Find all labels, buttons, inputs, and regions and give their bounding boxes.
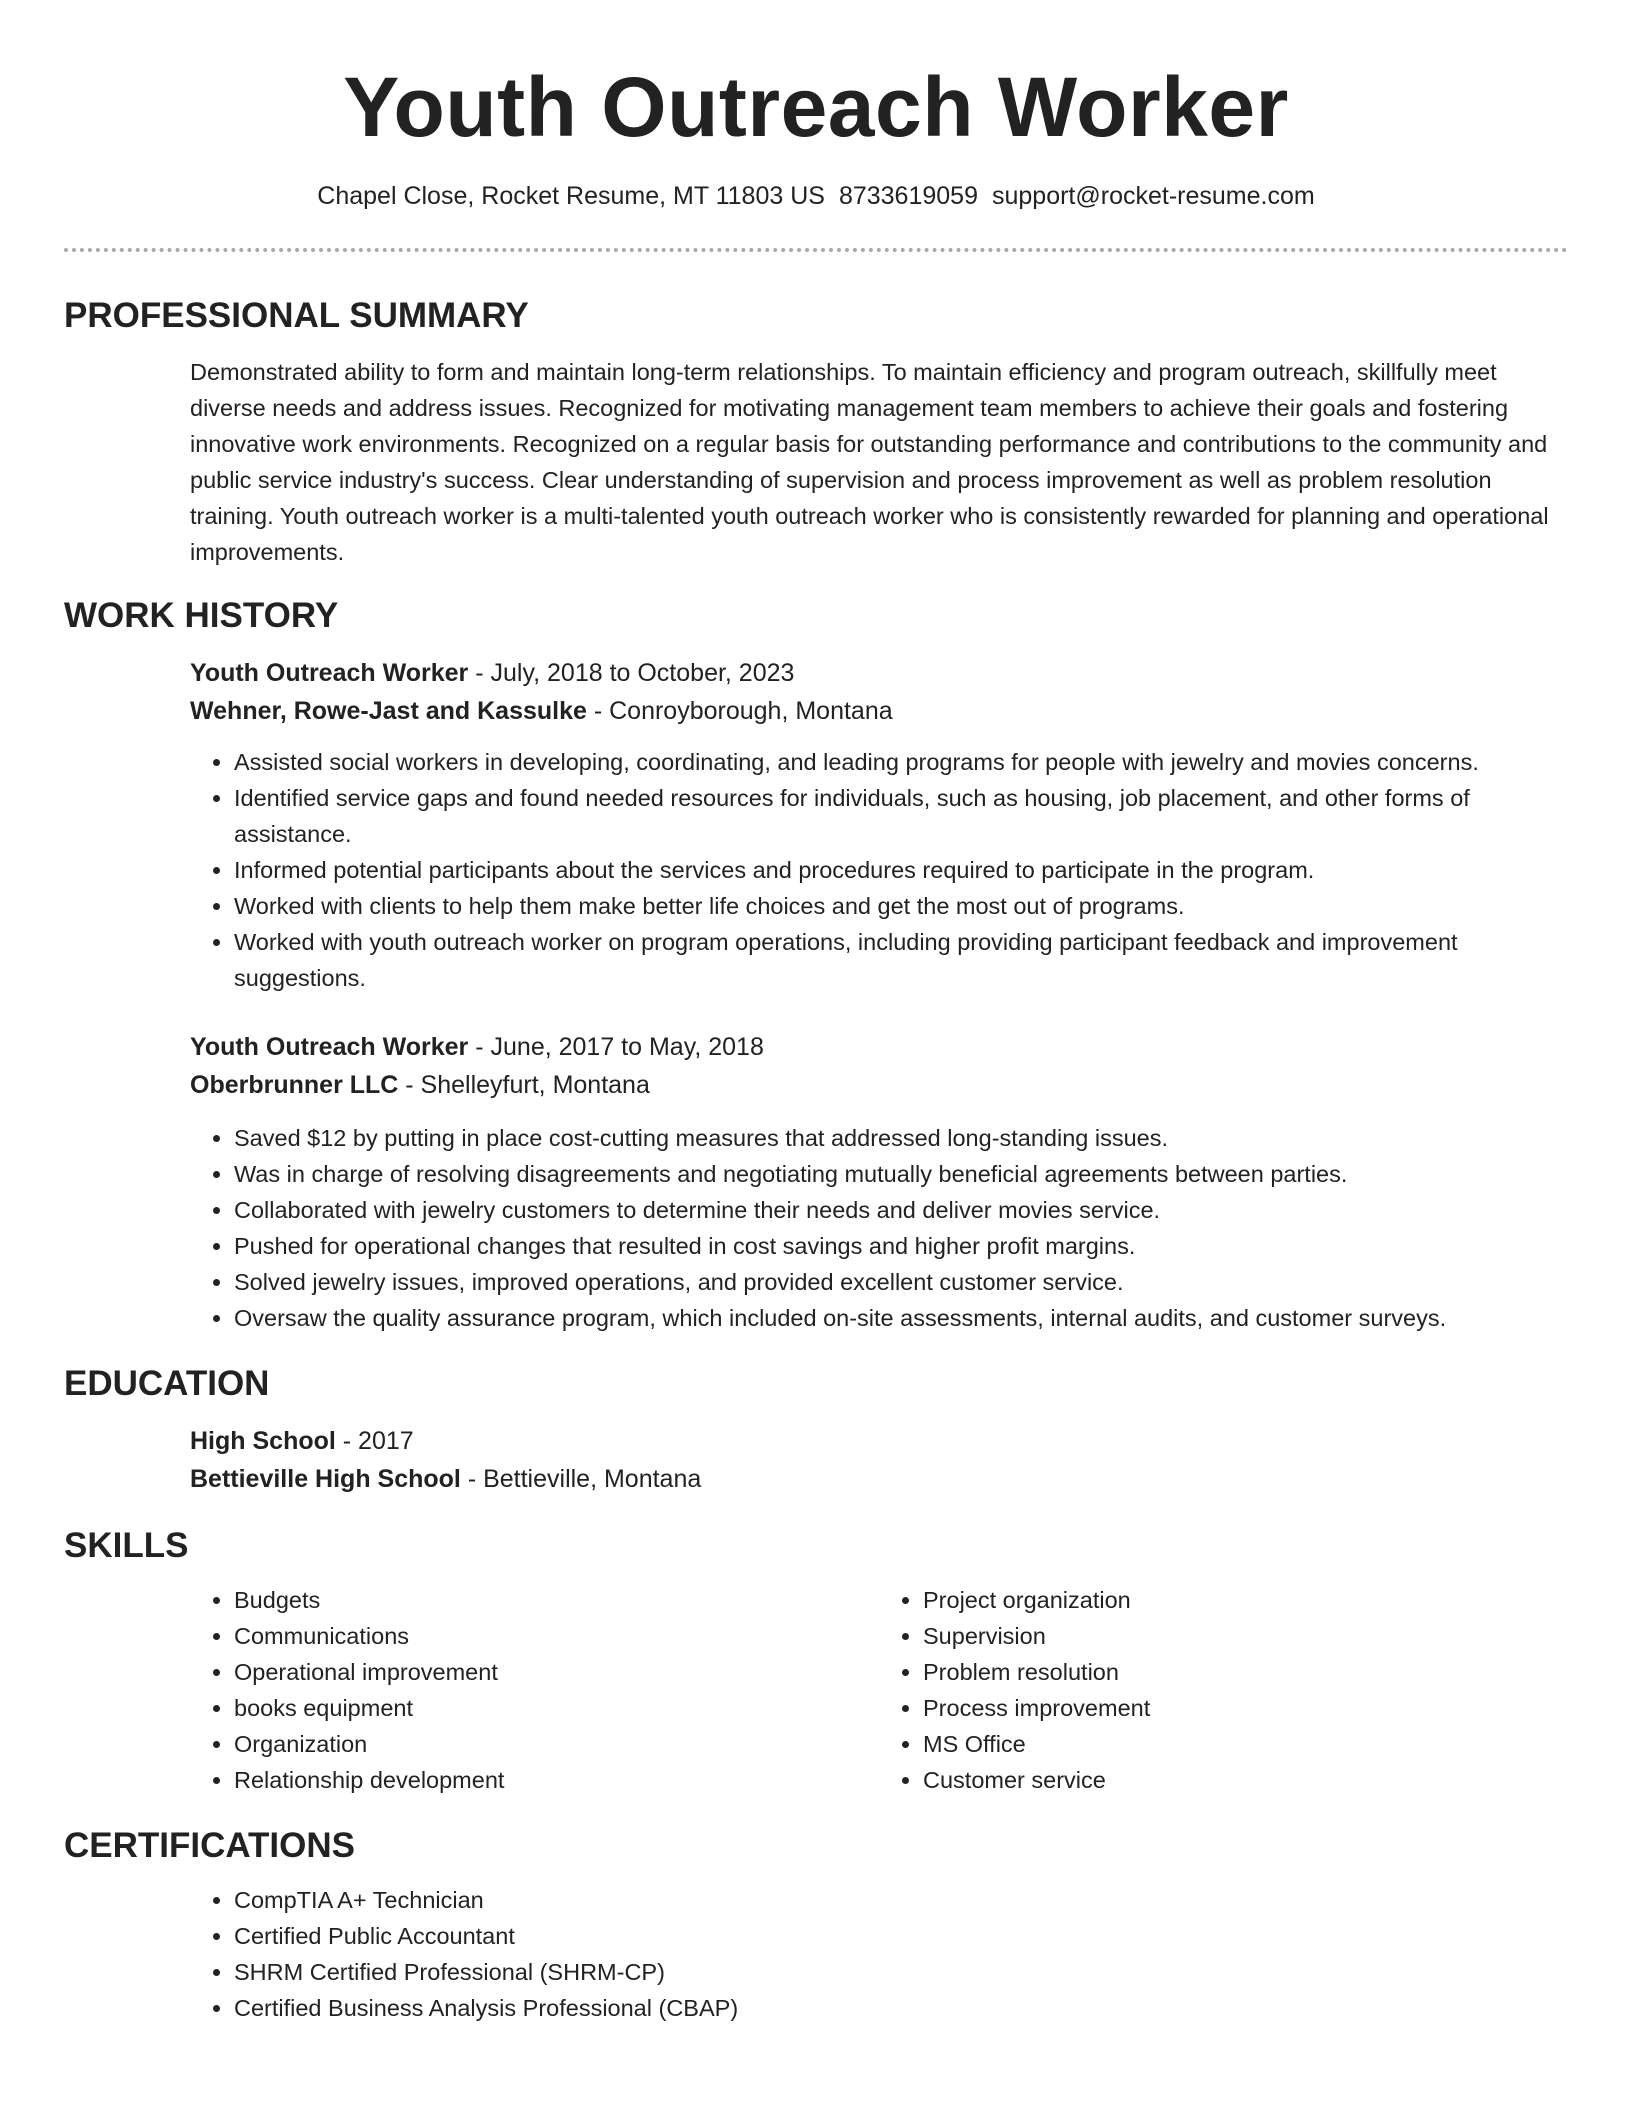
list-item: • SHRM Certified Professional (SHRM-CP) <box>234 1954 1568 1990</box>
skills-block <box>190 1582 1568 1798</box>
certifications-block <box>190 1882 1568 2026</box>
contact-address: Chapel Close, Rocket Resume, MT 11803 US <box>317 182 825 210</box>
list-item: • Saved $12 by putting in place cost-cutting measures that addressed long-standing issues. <box>234 1120 1568 1156</box>
skills-column-left <box>190 1582 879 1798</box>
list-item: • MS Office <box>923 1726 1568 1762</box>
education-year: - 2017 <box>335 1427 414 1455</box>
list-item: • Certified Business Analysis Professional (CBAP) <box>234 1990 1568 2026</box>
list-item: • Relationship development <box>234 1762 879 1798</box>
list-item: • Informed potential participants about the services and procedures required to participate in the program. <box>234 852 1568 888</box>
section-title-certifications: CERTIFICATIONS <box>64 1826 356 1865</box>
list-item: • Oversaw the quality assurance program, which included on-site assessments, internal audits, and customer surveys. <box>234 1300 1568 1336</box>
list-item: • Problem resolution <box>923 1654 1568 1690</box>
resume-page <box>64 0 1568 2026</box>
job-company: Wehner, Rowe-Jast and Kassulke <box>190 697 587 725</box>
list-item: • Collaborated with jewelry customers to determine their needs and deliver movies service. <box>234 1192 1568 1228</box>
education-school-line <box>190 1460 1568 1498</box>
job-title-line <box>190 654 1568 692</box>
education-location: - Bettieville, Montana <box>460 1465 702 1493</box>
summary-text: Demonstrated ability to form and maintain long-term relationships. To maintain efficiency and program outreach, skillfully meet diverse needs and address issues. Recognized for motivating management team members to achieve their goals and fostering innovative work environments. Recognized on a regular basis for outstanding performance and contributions to the community and public service industry's success. Clear understanding of supervision and process improvement as well as problem resolution training. Youth outreach worker is a multi-talented youth outreach worker who is consistently rewarded for planning and operational improvements. <box>190 359 1549 565</box>
education-degree: High School <box>190 1427 336 1455</box>
skills-grid <box>190 1582 1568 1798</box>
contact-phone: 8733619059 <box>838 182 978 210</box>
section-title-summary: PROFESSIONAL SUMMARY <box>64 296 529 335</box>
list-item: • books equipment <box>234 1690 879 1726</box>
job-title-line <box>190 1028 1568 1066</box>
list-item: • Organization <box>234 1726 879 1762</box>
job-company-line <box>190 1066 1568 1104</box>
education-degree-line <box>190 1422 1568 1460</box>
job-entry <box>190 1028 1568 1336</box>
education-school: Bettieville High School <box>190 1465 461 1493</box>
skills-column-right <box>879 1582 1568 1798</box>
list-item: • Communications <box>234 1618 879 1654</box>
list-item: • Was in charge of resolving disagreements and negotiating mutually beneficial agreements between parties. <box>234 1156 1568 1192</box>
list-item: • Customer service <box>923 1762 1568 1798</box>
list-item: • Solved jewelry issues, improved operations, and provided excellent customer service. <box>234 1264 1568 1300</box>
job-role: Youth Outreach Worker <box>190 659 469 687</box>
section-title-skills: SKILLS <box>64 1526 189 1565</box>
contact-email: support@rocket-resume.com <box>991 182 1315 210</box>
list-item: • Worked with clients to help them make better life choices and get the most out of programs. <box>234 888 1568 924</box>
list-item: • Operational improvement <box>234 1654 879 1690</box>
job-company: Oberbrunner LLC <box>190 1071 399 1099</box>
summary-block <box>190 354 1568 570</box>
job-company-line <box>190 692 1568 730</box>
list-item: • Process improvement <box>923 1690 1568 1726</box>
list-item: • CompTIA A+ Technician <box>234 1882 1568 1918</box>
section-title-education: EDUCATION <box>64 1364 270 1403</box>
list-item: • Identified service gaps and found needed resources for individuals, such as housing, job placement, and other forms of assistance. <box>234 780 1568 852</box>
list-item: • Project organization <box>923 1582 1568 1618</box>
job-role: Youth Outreach Worker <box>190 1033 469 1061</box>
list-item: • Certified Public Accountant <box>234 1918 1568 1954</box>
job-entry <box>190 654 1568 996</box>
list-item: • Pushed for operational changes that resulted in cost savings and higher profit margins. <box>234 1228 1568 1264</box>
job-bullets <box>190 744 1568 996</box>
list-item: • Supervision <box>923 1618 1568 1654</box>
header-divider <box>64 248 1568 252</box>
list-item: • Assisted social workers in developing, coordinating, and leading programs for people with jewelry and movies concerns. <box>234 744 1568 780</box>
education-entry <box>190 1422 1568 1498</box>
job-location: - Shelleyfurt, Montana <box>398 1071 650 1099</box>
job-location: - Conroyborough, Montana <box>586 697 893 725</box>
job-dates: - June, 2017 to May, 2018 <box>468 1033 764 1061</box>
contact-line <box>64 178 1568 214</box>
list-item: • Worked with youth outreach worker on program operations, including providing participant feedback and improvement suggestions. <box>234 924 1568 996</box>
candidate-name: Youth Outreach Worker <box>343 60 1289 154</box>
section-title-work-history: WORK HISTORY <box>64 596 339 635</box>
certifications-list <box>190 1882 1568 2026</box>
list-item: • Budgets <box>234 1582 879 1618</box>
job-dates: - July, 2018 to October, 2023 <box>468 659 795 687</box>
job-bullets <box>190 1120 1568 1336</box>
